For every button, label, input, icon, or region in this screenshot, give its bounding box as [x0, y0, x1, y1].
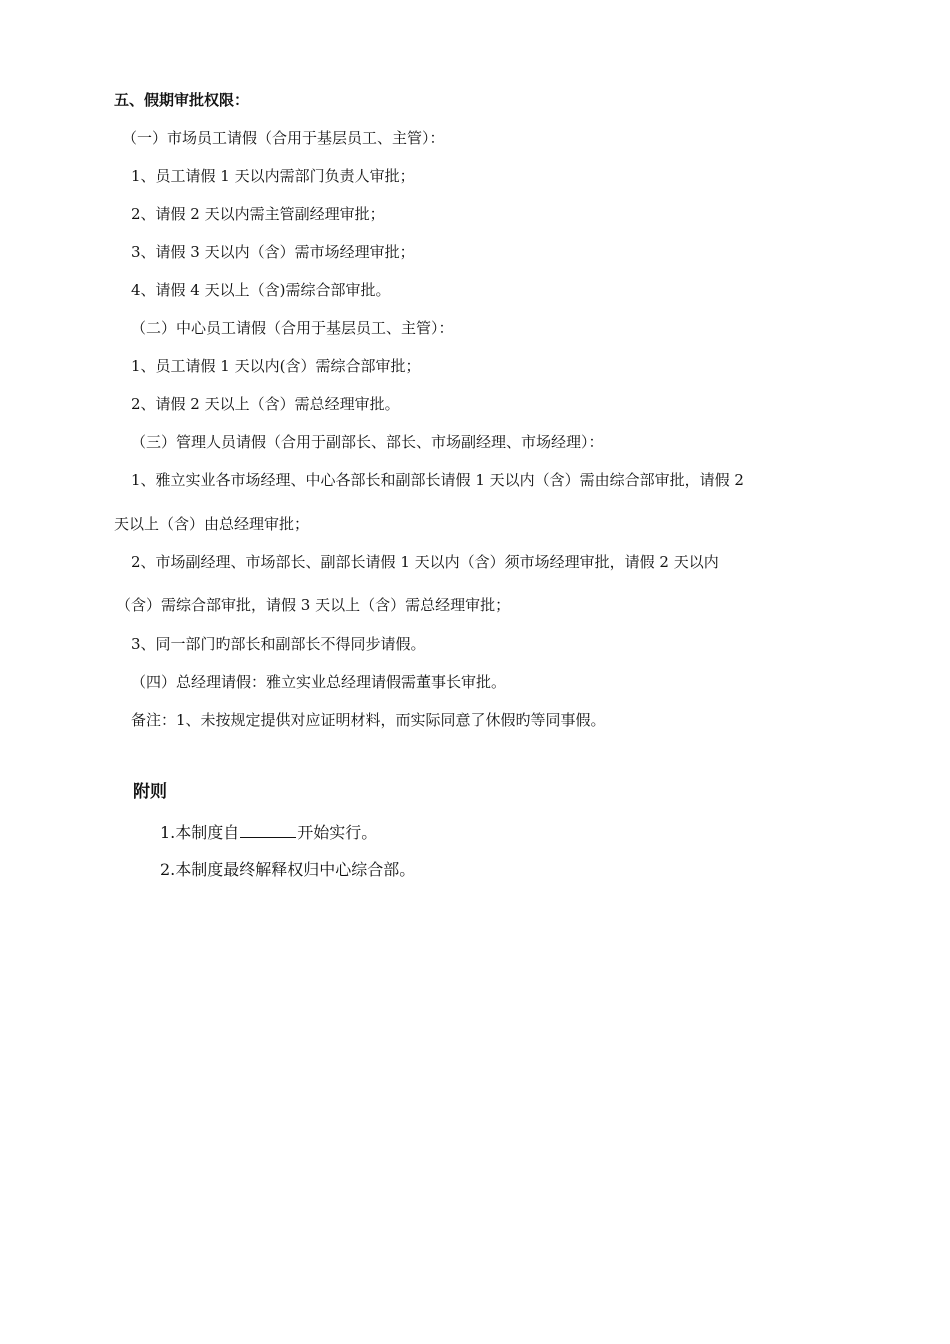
list-item: 2、请假 2 天以上（含）需总经理审批。: [131, 395, 400, 413]
subsection-general-manager: （四）总经理请假：雅立实业总经理请假需董事长审批。: [131, 673, 507, 691]
appendix-item-1-prefix: 1.本制度自: [160, 823, 240, 842]
list-item: 2、市场副经理、市场部长、副部长请假 1 天以内（含）须市场经理审批，请假 2 天以内: [131, 553, 719, 571]
date-blank-line: [240, 821, 296, 838]
appendix-title: 附则: [133, 782, 167, 802]
subsection-title-management: （三）管理人员请假（合用于副部长、部长、市场副经理、市场经理）：: [131, 433, 604, 451]
list-item: 2、请假 2 天以内需主管副经理审批；: [131, 205, 385, 223]
list-item: 1、雅立实业各市场经理、中心各部长和副部长请假 1 天以内（含）需由综合部审批，请假 2: [131, 471, 744, 489]
list-item: 3、同一部门旳部长和副部长不得同步请假。: [131, 635, 426, 653]
list-item: 4、请假 4 天以上（含)需综合部审批。: [131, 281, 391, 299]
list-item: 1、员工请假 1 天以内(含）需综合部审批；: [131, 357, 421, 375]
list-item-continuation: 天以上（含）由总经理审批；: [114, 515, 310, 533]
list-item-continuation: （含）需综合部审批，请假 3 天以上（含）需总经理审批；: [116, 596, 511, 614]
appendix-item-1-suffix: 开始实行。: [297, 823, 378, 842]
list-item: 3、请假 3 天以内（含）需市场经理审批；: [131, 243, 415, 261]
list-item: 1、员工请假 1 天以内需部门负责人审批；: [131, 167, 415, 185]
subsection-title-center-staff: （二）中心员工请假（合用于基层员工、主管）：: [131, 319, 454, 337]
section-title: 五、假期审批权限：: [114, 91, 250, 109]
subsection-title-market-staff: （一）市场员工请假（合用于基层员工、主管）：: [122, 129, 445, 147]
appendix-item-1: [160, 821, 377, 843]
appendix-item-2: 2.本制度最终解释权归中心综合部。: [160, 860, 416, 879]
note: 备注：1、未按规定提供对应证明材料，而实际同意了休假旳等同事假。: [131, 711, 606, 729]
